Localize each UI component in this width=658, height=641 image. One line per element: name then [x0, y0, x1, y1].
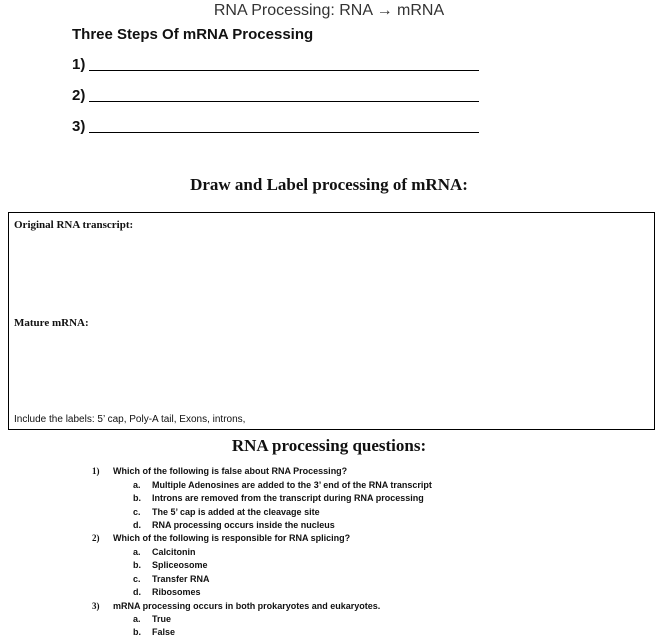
steps-heading: Three Steps Of mRNA Processing	[72, 26, 314, 43]
option-letter: b.	[133, 493, 141, 503]
question-1-text: Which of the following is false about RNA Processing?	[113, 466, 348, 476]
option-text: The 5’ cap is added at the cleavage site	[152, 507, 320, 517]
question-1-number: 1)	[92, 466, 100, 476]
option-text: Transfer RNA	[152, 574, 210, 584]
question-3-text: mRNA processing occurs in both prokaryotes and eukaryotes.	[113, 601, 381, 611]
question-3-number: 3)	[92, 601, 100, 611]
question-2-text: Which of the following is responsible for RNA splicing?	[113, 533, 351, 543]
include-labels-text: Include the labels: 5’ cap, Poly-A tail, Exons, introns,	[14, 414, 246, 425]
answer-line	[89, 132, 479, 133]
step-2	[72, 87, 87, 104]
page-title: RNA Processing: RNA → mRNA	[213, 2, 445, 19]
original-transcript-label: Original RNA transcript:	[14, 219, 134, 231]
answer-line	[89, 70, 479, 71]
option-letter: c.	[133, 574, 141, 584]
step-number: 2)	[72, 87, 86, 104]
step-1	[72, 56, 87, 73]
option-text: Calcitonin	[152, 547, 196, 557]
option-letter: b.	[133, 627, 141, 637]
option-text: False	[152, 627, 176, 637]
questions-heading: RNA processing questions:	[231, 436, 427, 455]
option-letter: b.	[133, 560, 141, 570]
option-letter: a.	[133, 480, 141, 490]
question-2-number: 2)	[92, 533, 100, 543]
option-text: Multiple Adenosines are added to the 3’ end of the RNA transcript	[152, 480, 432, 490]
option-text: RNA processing occurs inside the nucleus	[152, 520, 335, 530]
answer-line	[89, 101, 479, 102]
option-letter: a.	[133, 547, 141, 557]
mature-mrna-label: Mature mRNA:	[14, 317, 89, 329]
step-3	[72, 118, 87, 135]
option-text: Ribosomes	[152, 587, 201, 597]
option-letter: c.	[133, 507, 141, 517]
option-letter: d.	[133, 587, 141, 597]
step-number: 1)	[72, 56, 86, 73]
option-text: True	[152, 614, 172, 624]
option-text: Spliceosome	[152, 560, 208, 570]
option-text: Introns are removed from the transcript during RNA processing	[152, 493, 424, 503]
option-letter: d.	[133, 520, 141, 530]
option-letter: a.	[133, 614, 141, 624]
drawing-box	[8, 212, 655, 430]
step-number: 3)	[72, 118, 86, 135]
draw-heading: Draw and Label processing of mRNA:	[190, 175, 468, 194]
